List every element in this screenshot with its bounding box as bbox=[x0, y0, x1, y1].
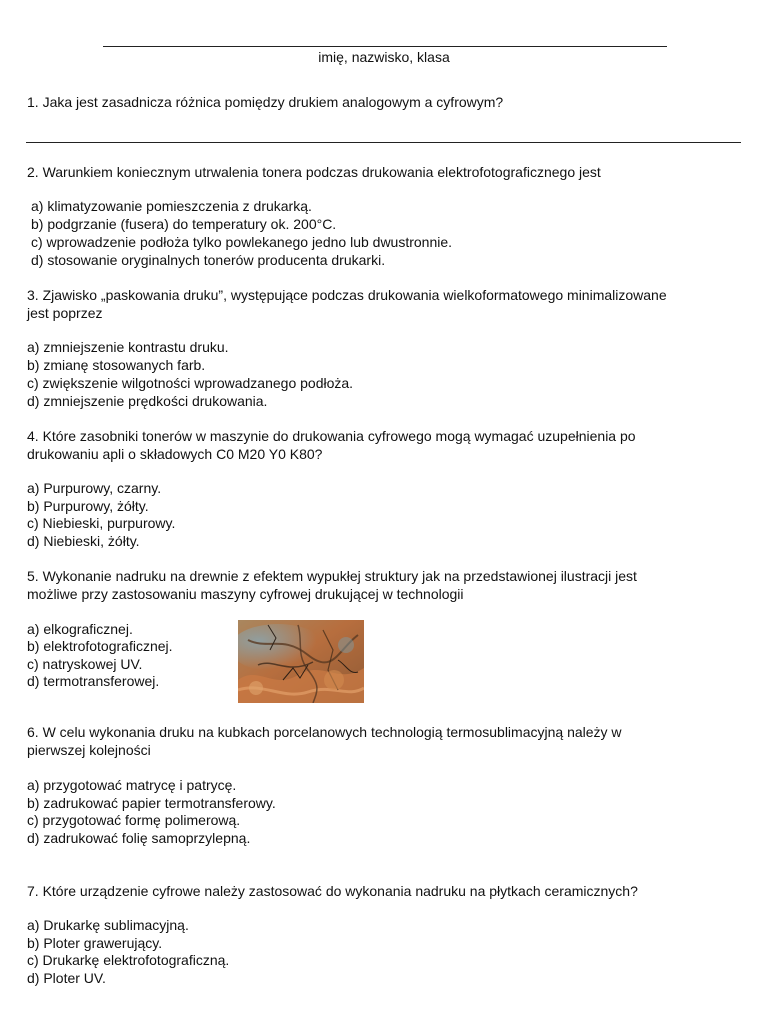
q7-option-a: a) Drukarkę sublimacyjną. bbox=[27, 917, 189, 933]
q4-option-c: c) Niebieski, purpurowy. bbox=[27, 515, 176, 531]
question-6-text-line-1: 6. W celu wykonania druku na kubkach porcelanowych technologią termosublimacyjną należy w bbox=[27, 724, 622, 740]
q3-option-c: c) zwiększenie wilgotności wprowadzanego podłoża. bbox=[27, 375, 354, 391]
q6-option-a: a) przygotować matrycę i patrycę. bbox=[27, 777, 237, 793]
q4-option-d: d) Niebieski, żółty. bbox=[27, 533, 140, 549]
q5-option-b: b) elektrofotograficznej. bbox=[27, 638, 173, 654]
name-label: imię, nazwisko, klasa bbox=[318, 49, 450, 65]
name-line bbox=[103, 46, 667, 47]
q6-option-d: d) zadrukować folię samoprzylepną. bbox=[27, 830, 251, 846]
q7-option-c: c) Drukarkę elektrofotograficzną. bbox=[27, 952, 230, 968]
q5-option-a: a) elkograficznej. bbox=[27, 621, 133, 637]
q3-option-b: b) zmianę stosowanych farb. bbox=[27, 357, 206, 373]
q5-option-d: d) termotransferowej. bbox=[27, 673, 160, 689]
q3-option-d: d) zmniejszenie prędkości drukowania. bbox=[27, 393, 268, 409]
q7-option-b: b) Ploter grawerujący. bbox=[27, 935, 163, 951]
q6-option-b: b) zadrukować papier termotransferowy. bbox=[27, 795, 276, 811]
question-1-text: 1. Jaka jest zasadnicza różnica pomiędzy drukiem analogowym a cyfrowym? bbox=[27, 94, 504, 110]
q2-option-a: a) klimatyzowanie pomieszczenia z drukarką. bbox=[31, 198, 312, 214]
question-2-text: 2. Warunkiem koniecznym utrwalenia tonera podczas drukowania elektrofotograficznego jest bbox=[27, 164, 601, 180]
q2-option-b: b) podgrzanie (fusera) do temperatury ok. 200°C. bbox=[31, 216, 337, 232]
question-7-text: 7. Które urządzenie cyfrowe należy zastosować do wykonania nadruku na płytkach ceramicznych? bbox=[27, 883, 638, 899]
q6-option-c: c) przygotować formę polimerową. bbox=[27, 812, 241, 828]
question-5-text-line-1: 5. Wykonanie nadruku na drewnie z efektem wypukłej struktury jak na przedstawionej ilustracji jest bbox=[27, 568, 637, 584]
q2-option-d: d) stosowanie oryginalnych tonerów producenta drukarki. bbox=[31, 252, 386, 268]
q4-option-b: b) Purpurowy, żółty. bbox=[27, 498, 149, 514]
q5-option-c: c) natryskowej UV. bbox=[27, 656, 143, 672]
q7-option-d: d) Ploter UV. bbox=[27, 970, 106, 986]
question-3-text-line-2: jest poprzez bbox=[27, 305, 103, 321]
question-4-text-line-1: 4. Które zasobniki tonerów w maszynie do drukowania cyfrowego mogą wymagać uzupełnienia po bbox=[27, 428, 636, 444]
question-3-text-line-1: 3. Zjawisko „paskowania druku”, występujące podczas drukowania wielkoformatowego minimalizowane bbox=[27, 287, 667, 303]
q4-option-a: a) Purpurowy, czarny. bbox=[27, 480, 162, 496]
wood-texture-illustration bbox=[238, 620, 364, 703]
answer-line-1 bbox=[26, 142, 741, 143]
q2-option-c: c) wprowadzenie podłoża tylko powlekanego jedno lub dwustronnie. bbox=[31, 234, 453, 250]
question-5-text-line-2: możliwe przy zastosowaniu maszyny cyfrowej drukującej w technologii bbox=[27, 586, 464, 602]
q3-option-a: a) zmniejszenie kontrastu druku. bbox=[27, 339, 229, 355]
question-6-text-line-2: pierwszej kolejności bbox=[27, 742, 151, 758]
question-4-text-line-2: drukowaniu apli o składowych C0 M20 Y0 K80? bbox=[27, 446, 323, 462]
